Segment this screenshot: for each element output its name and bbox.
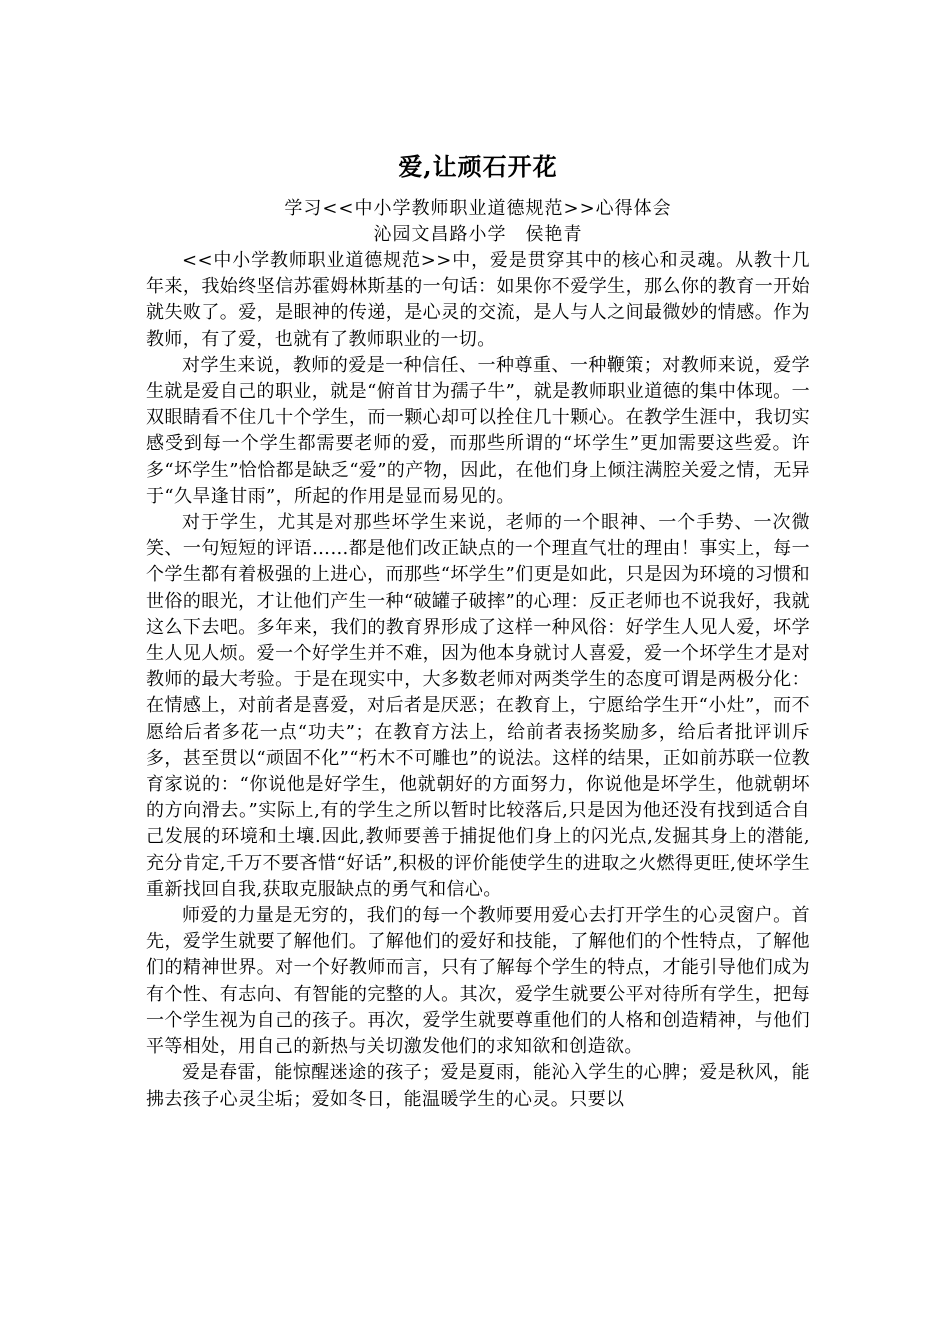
paragraph-5: 爱是春雷，能惊醒迷途的孩子；爱是夏雨，能沁入学生的心脾；爱是秋风，能拂去孩子心灵尘垢；爱如冬日，能温暖学生的心灵。只要以: [146, 1062, 810, 1110]
document-body: [146, 248, 810, 1113]
document-page: [146, 150, 810, 1113]
document-author: 沁园文昌路小学 侯艳青: [373, 224, 583, 245]
paragraph-2: 对学生来说，教师的爱是一种信任、一种尊重、一种鞭策；对教师来说，爱学生就是爱自己的职业，就是“俯首甘为孺子牛”，就是教师职业道德的集中体现。一双眼睛看不住几十个学生，而一颗心却可以拴住几十颗心。在教学生涯中，我切实感受到每一个学生都需要老师的爱，而那些所谓的“坏学生”更加需要这些爱。许多“坏学生”恰恰都是缺乏“爱”的产物，因此，在他们身上倾注满腔关爱之情，无异于“久旱逢甘雨”，所起的作用是显而易见的。: [146, 354, 811, 507]
document-subtitle: 学习<<中小学教师职业道德规范>>心得体会: [284, 198, 672, 219]
paragraph-1: <<中小学教师职业道德规范>>中，爱是贯穿其中的核心和灵魂。从教十几年来，我始终坚信苏霍姆林斯基的一句话：如果你不爱学生，那么你的教育一开始就失败了。爱，是眼神的传递，是心灵的交流，是人与人之间最微妙的情感。作为教师，有了爱，也就有了教师职业的一切。: [146, 250, 810, 350]
document-title: 爱,让顽石开花: [398, 152, 558, 181]
paragraph-3: 对于学生，尤其是对那些坏学生来说，老师的一个眼神、一个手势、一次微笑、一句短短的评语……都是他们改正缺点的一个理直气壮的理由！事实上，每一个学生都有着极强的上进心，而那些“坏学生”们更是如此，只是因为环境的习惯和世俗的眼光，才让他们产生一种“破罐子破摔”的心理：反正老师也不说我好，我就这么下去吧。多年来，我们的教育界形成了这样一种风俗：好学生人见人爱，坏学生人见人烦。爱一个好学生并不难，因为他本身就讨人喜爱，爱一个坏学生才是对教师的最大考验。于是在现实中，大多数老师对两类学生的态度可谓是两极分化：在情感上，对前者是喜爱，对后者是厌恶；在教育上，宁愿给学生开“小灶”，而不愿给后者多花一点“功夫”；在教育方法上，给前者表扬奖励多，给后者批评训斥多，甚至贯以“顽固不化”“朽木不可雕也”的说法。这样的结果，正如前苏联一位教育家说的：“你说他是好学生，他就朝好的方面努力，你说他是坏学生，他就朝坏的方向滑去。”实际上,有的学生之所以暂时比较落后,只是因为他还没有找到适合自己发展的环境和土壤.因此,教师要善于捕捉他们身上的闪光点,发掘其身上的潜能,充分肯定,千万不要吝惜“好话”,积极的评价能使学生的进取之火燃得更旺,使坏学生重新找回自我,获取克服缺点的勇气和信心。: [146, 512, 811, 900]
paragraph-4: 师爱的力量是无穷的，我们的每一个教师要用爱心去打开学生的心灵窗户。首先，爱学生就要了解他们。了解他们的爱好和技能，了解他们的个性特点，了解他们的精神世界。对一个好教师而言，只有了解每个学生的特点，才能引导他们成为有个性、有志向、有智能的完整的人。其次，爱学生就要公平对待所有学生，把每一个学生视为自己的孩子。再次，爱学生就要尊重他们的人格和创造精神，与他们平等相处，用自己的新热与关切激发他们的求知欲和创造欲。: [146, 905, 810, 1058]
